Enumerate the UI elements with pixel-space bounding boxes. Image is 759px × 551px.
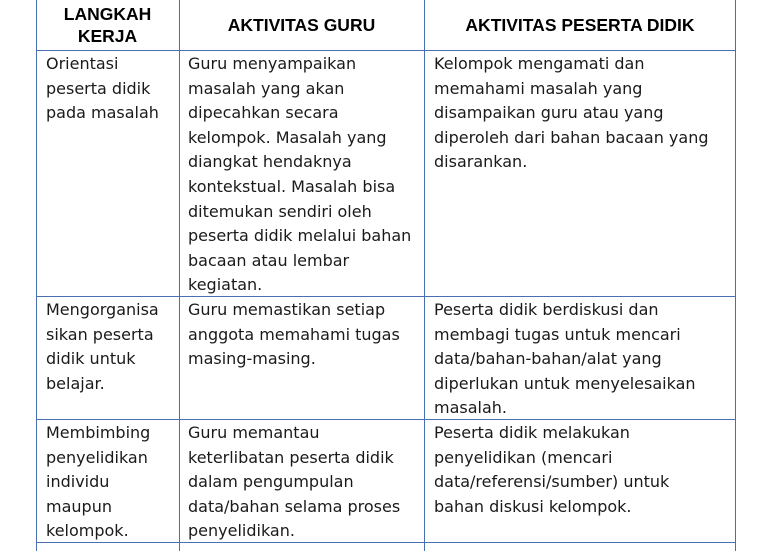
table-border-col2 xyxy=(179,0,180,551)
siswa-text: Peserta didik berdiskusi dan membagi tugas untuk mencari data/bahan-bahan/alat yang diperlukan untuk menyelesaikan masalah. xyxy=(434,300,696,418)
table-header-row xyxy=(36,0,736,50)
step-text: Orientasi peserta didik pada masalah xyxy=(46,54,159,123)
table-row xyxy=(36,420,736,542)
header-aktivitas-peserta-didik: AKTIVITAS PESERTA DIDIK xyxy=(465,15,695,35)
guru-cell xyxy=(179,420,424,544)
step-text: Mengorganisa sikan peserta didik untuk belajar. xyxy=(46,300,159,393)
table-divider xyxy=(36,296,736,297)
header-langkah-line2: KERJA xyxy=(77,26,138,46)
siswa-cell xyxy=(424,297,736,421)
guru-text: Guru memantau keterlibatan peserta didik dalam pengumpulan data/bahan selama proses penyelidikan. xyxy=(188,423,401,541)
step-cell xyxy=(36,51,179,126)
table-border-col3 xyxy=(424,0,425,551)
step-cell xyxy=(36,297,179,396)
table-border-left xyxy=(36,0,37,551)
guru-cell xyxy=(179,297,424,372)
header-langkah-line1: LANGKAH xyxy=(63,4,152,24)
table-divider xyxy=(36,419,736,420)
siswa-cell xyxy=(424,420,736,519)
guru-text: Guru menyampaikan masalah yang akan dipecahkan secara kelompok. Masalah yang diangkat hendaknya kontekstual. Masalah bisa ditemukan sendiri oleh peserta didik melalui bahan bacaan atau lembar kegiatan. xyxy=(188,54,412,295)
table-row xyxy=(36,297,736,419)
siswa-text: Peserta didik melakukan penyelidikan (mencari data/referensi/sumber) untuk bahan diskusi kelompok. xyxy=(434,423,670,516)
table-divider xyxy=(36,50,736,51)
siswa-cell xyxy=(424,51,736,175)
table-border-right xyxy=(735,0,736,551)
table-row xyxy=(36,51,736,296)
table-divider xyxy=(36,542,736,543)
header-langkah-kerja xyxy=(36,3,179,47)
header-aktivitas-guru: AKTIVITAS GURU xyxy=(227,15,376,35)
guru-cell xyxy=(179,51,424,298)
siswa-text: Kelompok mengamati dan memahami masalah yang disampaikan guru atau yang diperoleh dari bahan bacaan yang disarankan. xyxy=(434,54,709,172)
guru-text: Guru memastikan setiap anggota memahami tugas masing-masing. xyxy=(188,300,400,369)
step-cell xyxy=(36,420,179,544)
step-text: Membimbing penyelidikan individu maupun kelompok. xyxy=(46,423,151,541)
